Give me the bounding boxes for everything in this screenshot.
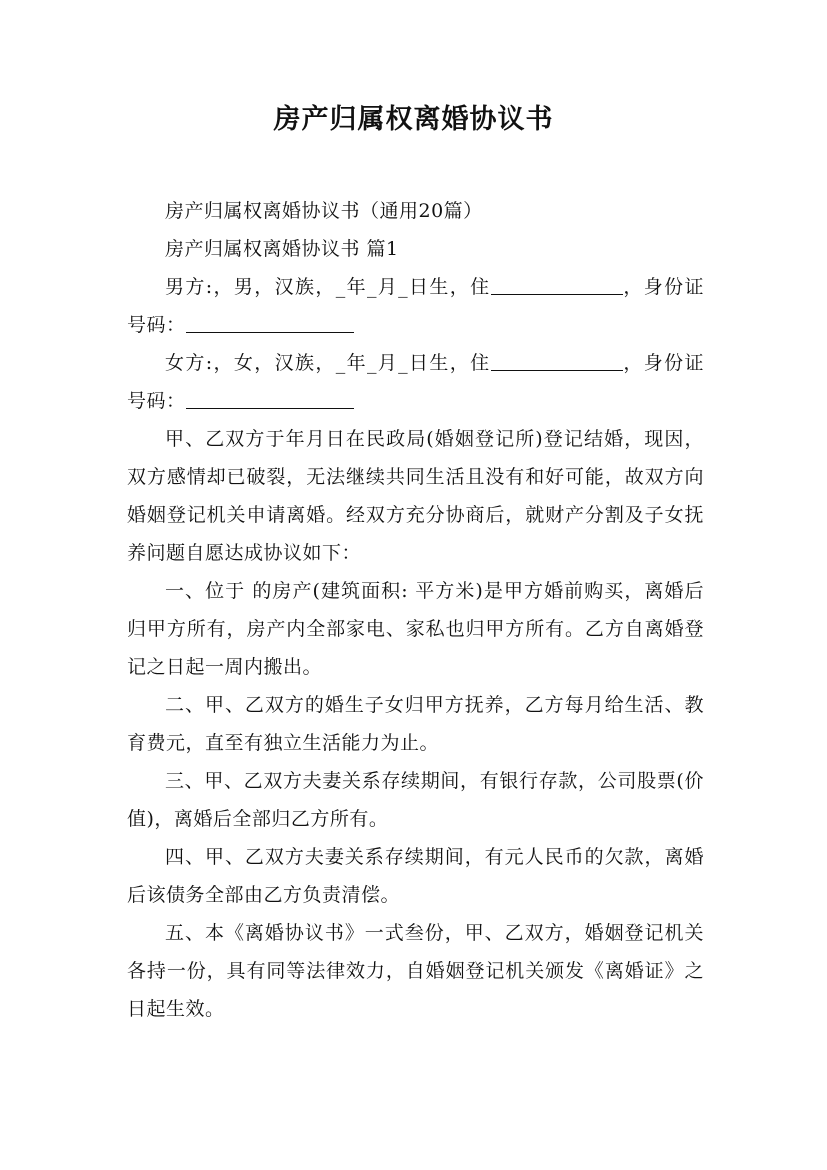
male-address-blank (491, 272, 623, 295)
document-title: 房产归属权离婚协议书 (273, 104, 554, 135)
female-party-text: 女方:，女，汉族，_年_月_日生，住 (165, 352, 491, 374)
female-id-label: ，身份证号码： (127, 352, 704, 412)
clause-4: 四、甲、乙双方夫妻关系存续期间，有元人民币的欠款，离婚后该债务全部由乙方负责清偿。 (127, 846, 704, 906)
intro-paragraph: 甲、乙双方于年月日在民政局(婚姻登记所)登记结婚，现因，双方感情却已破裂，无法继续共同生活且没有和好可能，故双方向婚姻登记机关申请离婚。经双方充分协商后，就财产分割及子女抚养问题自愿达成协议如下： (127, 428, 704, 564)
clause-5: 五、本《离婚协议书》一式叁份，甲、乙双方，婚姻登记机关各持一份，具有同等法律效力，自婚姻登记机关颁发《离婚证》之日起生效。 (127, 922, 704, 1020)
female-party-info (127, 344, 704, 420)
male-party-info (127, 268, 704, 344)
male-party-text: 男方:，男，汉族，_年_月_日生，住 (165, 276, 491, 298)
clause-3: 三、甲、乙双方夫妻关系存续期间，有银行存款，公司股票(价值)，离婚后全部归乙方所有。 (127, 770, 704, 830)
male-id-blank (186, 310, 354, 333)
subtitle-line: 房产归属权离婚协议书（通用20篇） (165, 200, 483, 222)
document-body (127, 192, 704, 1028)
female-id-blank (186, 386, 354, 409)
female-address-blank (491, 348, 623, 371)
section-heading: 房产归属权离婚协议书 篇1 (165, 238, 399, 260)
male-id-label: ，身份证号码： (127, 276, 704, 336)
clause-2: 二、甲、乙双方的婚生子女归甲方抚养，乙方每月给生活、教育费元，直至有独立生活能力为止。 (127, 694, 704, 754)
clause-1: 一、位于 的房产(建筑面积: 平方米)是甲方婚前购买，离婚后归甲方所有，房产内全部家电、家私也归甲方所有。乙方自离婚登记之日起一周内搬出。 (127, 580, 704, 678)
